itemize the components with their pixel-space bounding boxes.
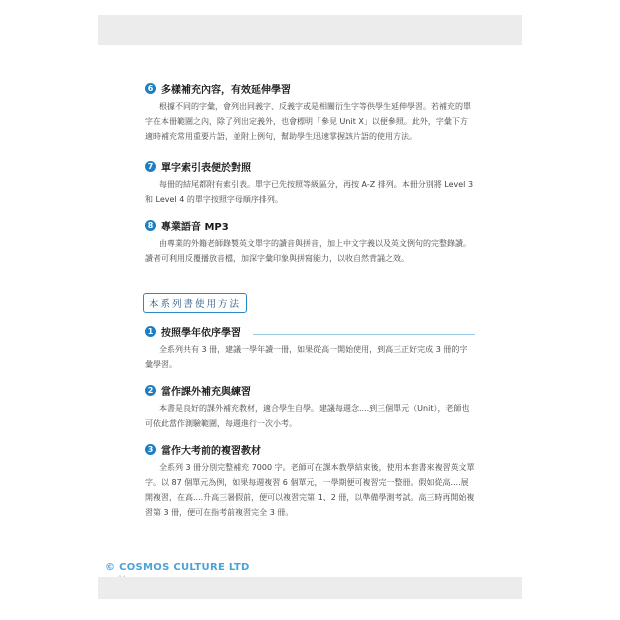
- section-title: 多樣補充內容，有效延伸學習: [161, 84, 291, 96]
- section-3: [145, 441, 475, 520]
- section-8: [145, 217, 475, 266]
- page-content: [145, 80, 475, 520]
- section-body: 每冊的結尾都附有索引表。單字已先按照等級區分，再按 A-Z 排列。本冊分別將 Level 3 和 Level 4 的單字按照字母順序排列。: [145, 180, 474, 204]
- number-badge: 2: [145, 385, 156, 396]
- number-badge: 1: [145, 326, 156, 337]
- top-gray-band: [98, 15, 522, 45]
- section-title: 專業語音 MP3: [161, 221, 229, 233]
- number-badge: 6: [145, 83, 156, 94]
- section-body: 由專業的外籍老師錄製英文單字的讀音與拼音，加上中文字義以及英文例句的完整錄讀。讀者可利用反覆播放音檔，加深字彙印象與拼寫能力，以收自然背誦之效。: [145, 239, 471, 263]
- section-body: 全系列 3 冊分別完整補充 7000 字。老師可在課本教學結束後，使用本套書來複習英文單字。以 87 個單元為例，如果每週複習 6 個單元，一學期便可複習完一整冊。假如從高....展開複習，在高....升高三暑假前，便可以複習完第 1、2 冊，以準備學測考試。高三時再開始複習第 3 冊，便可在指考前複習完全 3 冊。: [145, 463, 475, 517]
- number-badge: 3: [145, 444, 156, 455]
- section-7: [145, 158, 475, 207]
- usage-banner: 本系列書使用方法: [143, 293, 247, 313]
- section-title: 當作大考前的複習教材: [161, 445, 261, 457]
- section-1: [145, 323, 475, 372]
- section-body: 全系列共有 3 冊，建議一學年讀一冊，如果從高一開始使用，到高三正好完成 3 冊的字彙學習。: [145, 345, 468, 369]
- bottom-gray-band: [98, 577, 522, 599]
- section-title: 當作課外補充與練習: [161, 386, 251, 398]
- number-badge: 8: [145, 220, 156, 231]
- section-2: [145, 382, 475, 431]
- banner-rule: [253, 334, 475, 335]
- section-title: 按照學年依序學習: [161, 327, 241, 339]
- number-badge: 7: [145, 161, 156, 172]
- section-body: 本書是良好的課外補充教材，適合學生自學。建議每週念....到三個單元（Unit），老師也可依此當作測驗範圍，每週進行一次小考。: [145, 404, 470, 428]
- section-body: 根據不同的字彙，會列出同義字、反義字或是相關衍生字等供學生延伸學習。若補充的單字在本冊範圍之內，除了列出定義外，也會標明「參見 Unit X」以便參照。此外，字彙下方適時補充常用重要片語，並附上例句，幫助學生迅速掌握該片語的使用方法。: [145, 102, 471, 141]
- section-6: [145, 80, 475, 144]
- usage-banner-row: [145, 292, 475, 313]
- publisher-watermark: © COSMOS CULTURE LTD: [105, 562, 250, 573]
- section-title: 單字索引表便於對照: [161, 162, 251, 174]
